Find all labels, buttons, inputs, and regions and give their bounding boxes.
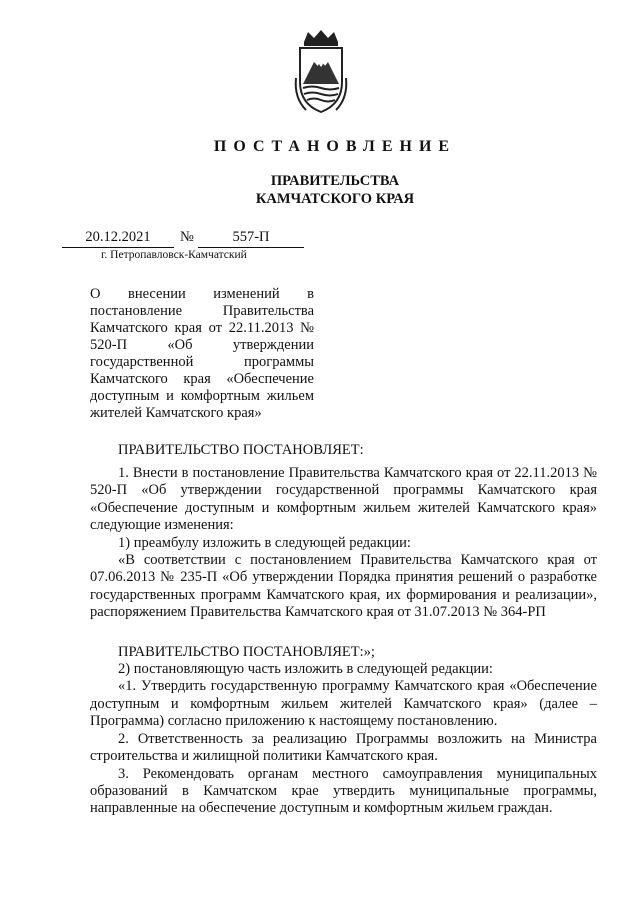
- document-body: [90, 465, 597, 818]
- body-paragraph: 2) постановляющую часть изложить в следующей редакции:: [118, 661, 493, 678]
- authority-line-1: ПРАВИТЕЛЬСТВА: [270, 173, 400, 189]
- document-type-title: ПОСТАНОВЛЕНИЕ: [213, 138, 457, 155]
- body-paragraph: 3. Рекомендовать органам местного самоуправления муниципальных образований в Камчатском крае утвердить муниципальные программы, направленные на обеспечение доступным и комфортным жильем граждан.: [90, 765, 597, 817]
- issuing-authority: [0, 172, 640, 208]
- resolve-heading: ПРАВИТЕЛЬСТВО ПОСТАНОВЛЯЕТ:: [118, 442, 364, 458]
- document-subject: О внесении изменений в постановление Правительства Камчатского края от 22.11.2013 № 520-П «Об утверждении государственной программы Камчатского края «Обеспечение доступным и комфортным жильем жителей Камчатского края»: [90, 286, 314, 421]
- number-label: №: [180, 229, 194, 245]
- document-number: 557-П: [198, 229, 304, 248]
- body-paragraph: 2. Ответственность за реализацию Программы возложить на Министра строительства и жилищной политики Камчатского края.: [90, 730, 597, 765]
- document-city: г. Петропавловск-Камчатский: [101, 249, 247, 261]
- authority-line-2: КАМЧАТСКОГО КРАЯ: [255, 191, 415, 207]
- body-paragraph: «1. Утвердить государственную программу Камчатского края «Обеспечение доступным и комфортным жильем жителей Камчатского края» (далее – Программа) согласно приложению к настоящему постановлению.: [90, 678, 597, 730]
- body-paragraph: 1) преамбулу изложить в следующей редакции:: [118, 534, 411, 551]
- body-paragraph: ПРАВИТЕЛЬСТВО ПОСТАНОВЛЯЕТ:»;: [118, 643, 375, 660]
- body-paragraph: 1. Внести в постановление Правительства Камчатского края от 22.11.2013 № 520-П «Об утверждении государственной программы Камчатского края «Обеспечение доступным и комфортным жильем жителей Камчатского края» следующие изменения:: [90, 465, 597, 534]
- document-date: 20.12.2021: [62, 229, 174, 248]
- kamchatka-coat-of-arms-icon: [292, 28, 350, 116]
- body-paragraph: «В соответствии с постановлением Правительства Камчатского края от 07.06.2013 № 235-П «Об утверждении Порядка принятия решений о разработке государственных программ Камчатского края, их формирования и реализации», распоряжением Правительства Камчатского края от 31.07.2013 № 364-РП: [90, 552, 597, 621]
